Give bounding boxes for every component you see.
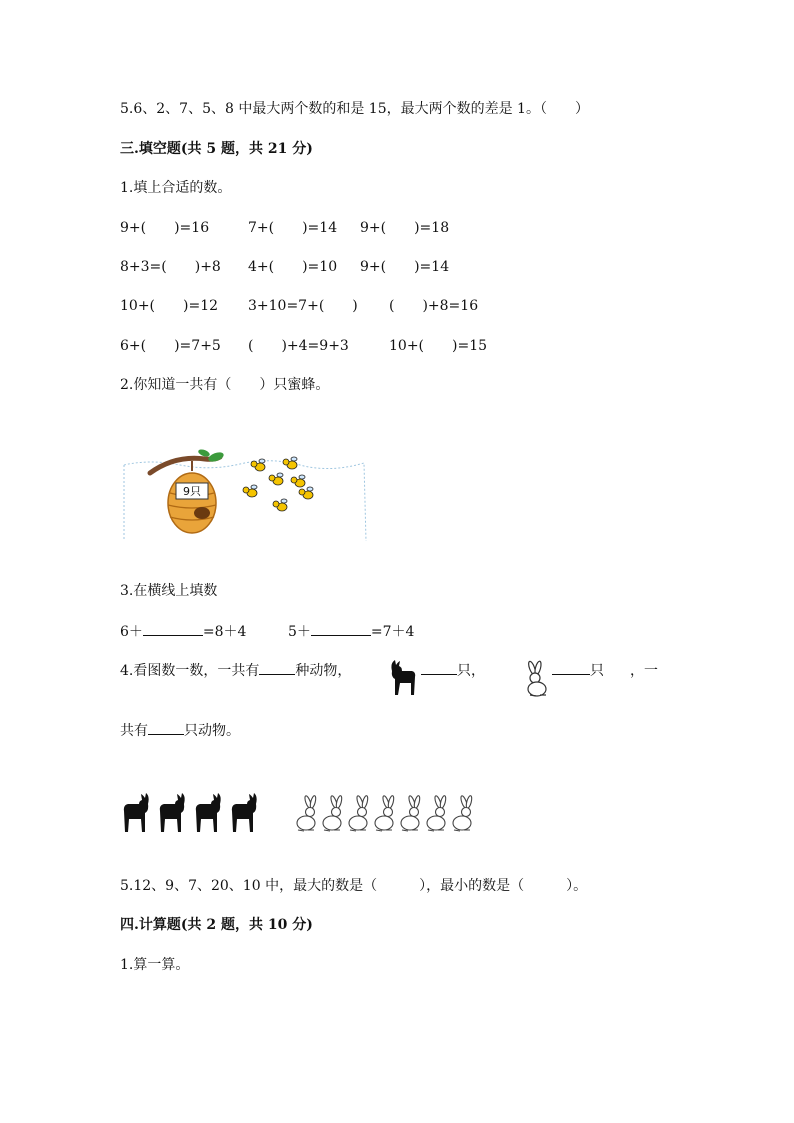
fill-q1-cell: 6+( )=7+5	[120, 338, 221, 354]
fill-q1-cell: 8+3=( )+8	[120, 259, 221, 275]
fill-q1-cell: ( )+8=16	[389, 298, 479, 314]
answer-blank[interactable]	[552, 660, 590, 675]
goat-icon	[232, 793, 257, 832]
answer-blank[interactable]	[421, 660, 457, 675]
fill-q4-unit1: 只，	[457, 663, 485, 679]
fill-q1-cell: 9+( )=14	[360, 259, 450, 275]
goat-icon	[196, 793, 221, 832]
fill-q3-left-post: =8＋4	[202, 624, 247, 640]
goat-icon	[386, 657, 418, 697]
fill-q1-cell: 9+( )=16	[120, 220, 210, 236]
rabbit-icon	[349, 795, 369, 831]
fill-q3-equation-right	[288, 621, 414, 641]
fill-q4-part1: 4.看图数一数，一共有	[120, 663, 260, 679]
fill-q3-right-post: =7＋4	[370, 624, 415, 640]
rabbit-icon	[297, 795, 317, 831]
beehive-illustration	[120, 445, 370, 545]
hive-label: 9只	[183, 485, 201, 498]
rabbit-icon	[427, 795, 447, 831]
rabbits-row	[294, 794, 484, 834]
fill-q4-line2	[120, 720, 240, 740]
fill-q3-left-pre: 6＋	[120, 624, 143, 640]
rabbit-icon	[453, 795, 473, 831]
answer-blank[interactable]	[143, 621, 203, 636]
fill-q5-text: 5.12、9、7、20、10 中，最大的数是（ ），最小的数是（ ）。	[120, 878, 588, 894]
fill-q4-line1	[120, 660, 351, 680]
section-3-title: 三.填空题(共 5 题，共 21 分)	[120, 141, 313, 157]
fill-q4-goat-count	[421, 660, 485, 680]
bees	[243, 457, 313, 511]
goats-row	[120, 792, 270, 834]
rabbit-icon	[323, 795, 343, 831]
fill-q4-comma: ，一	[630, 663, 658, 679]
rabbit-icon	[522, 660, 550, 698]
fill-q1-cell: 10+( )=15	[389, 338, 488, 354]
fill-q4-line2a: 共有	[120, 723, 148, 739]
fill-q3-equation-left	[120, 621, 246, 641]
fill-q4-unit2: 只	[590, 663, 604, 679]
fill-q1-cell: 7+( )=14	[248, 220, 338, 236]
answer-blank[interactable]	[311, 621, 371, 636]
goat-icon	[160, 793, 185, 832]
fill-q4-part2: 种动物，	[295, 663, 352, 679]
fill-q1-cell: ( )+4=9+3	[248, 338, 349, 354]
fill-q3-title: 3.在横线上填数	[120, 583, 218, 599]
fill-q2-text: 2.你知道一共有（ ）只蜜蜂。	[120, 377, 330, 393]
rabbit-icon	[375, 795, 395, 831]
fill-q1-title: 1.填上合适的数。	[120, 180, 232, 196]
goat-icon	[124, 793, 149, 832]
section-4-title: 四.计算题(共 2 题，共 10 分)	[120, 917, 313, 933]
fill-q4-line2b: 只动物。	[184, 723, 240, 739]
fill-q3-right-pre: 5＋	[288, 624, 311, 640]
fill-q1-cell: 4+( )=10	[248, 259, 338, 275]
rabbit-icon	[401, 795, 421, 831]
judge-question-5: 5.6、2、7、5、8 中最大两个数的和是 15，最大两个数的差是 1。（ ）	[120, 101, 589, 117]
fill-q1-cell: 10+( )=12	[120, 298, 219, 314]
fill-q1-cell: 3+10=7+( )	[248, 298, 358, 314]
fill-q1-cell: 9+( )=18	[360, 220, 450, 236]
calc-q1-title: 1.算一算。	[120, 957, 190, 973]
answer-blank[interactable]	[259, 660, 295, 675]
answer-blank[interactable]	[148, 720, 184, 735]
fill-q4-rabbit-count	[552, 660, 604, 680]
